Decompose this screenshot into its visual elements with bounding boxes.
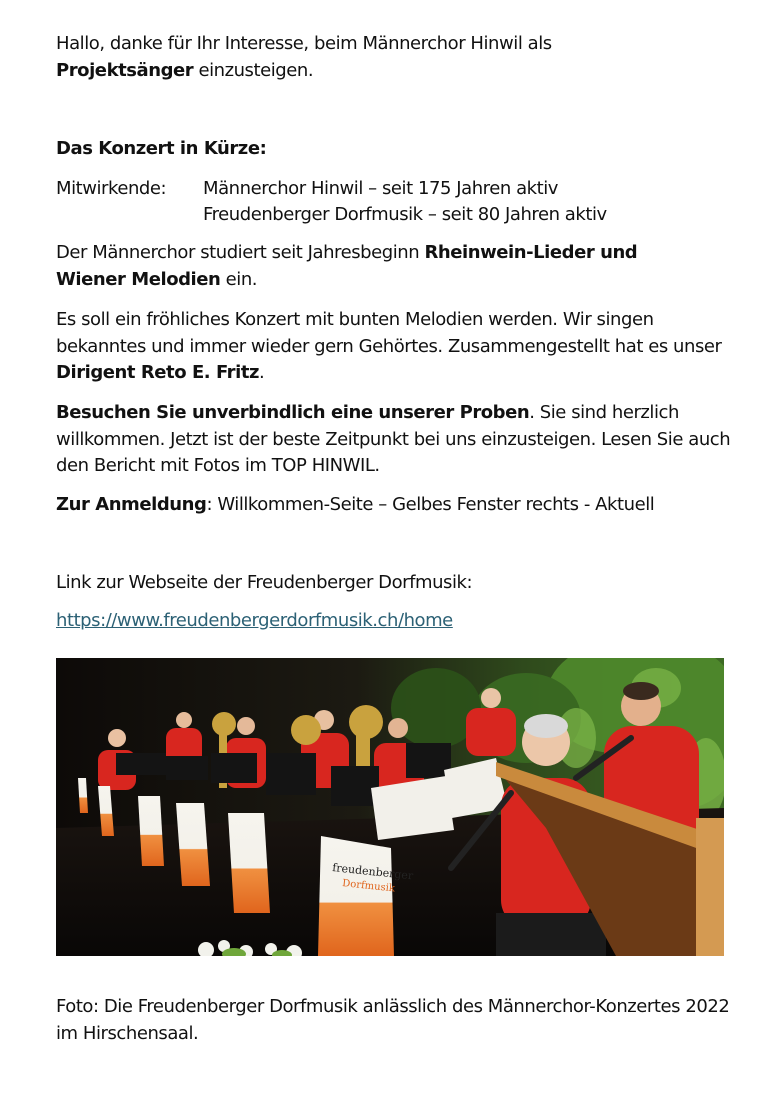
paragraph-repertoire: Der Männerchor studiert seit Jahresbeginn Rheinwein-Lieder und Wiener Melodien ein. <box>56 242 638 290</box>
section-heading: Das Konzert in Kürze: <box>56 138 267 159</box>
intro-bold: Projektsänger <box>56 59 194 81</box>
link-intro: Link zur Webseite der Freudenberger Dorfmusik: <box>56 572 473 593</box>
banner-text-2: Dorfmusik <box>341 878 396 895</box>
banner-text-1: freudenberger <box>331 861 414 883</box>
website-link[interactable]: https://www.freudenbergerdorfmusik.ch/home <box>56 610 453 631</box>
paragraph-concert: Es soll ein fröhliches Konzert mit bunten Melodien werden. Wir singen bekanntes und immer wieder gern Gehörtes. Zusammengestellt hat es unser Dirigent Reto E. Fritz. <box>56 309 722 383</box>
concert-photo <box>56 658 724 956</box>
intro-text: Hallo, danke für Ihr Interesse, beim Männerchor Hinwil als <box>56 33 552 54</box>
paragraph-rehearsal: Besuchen Sie unverbindlich eine unserer Proben. Sie sind herzlich willkommen. Jetzt ist der beste Zeitpunkt bei uns einzusteigen. Lesen Sie auch den Bericht mit Fotos im TOP HINWIL. <box>56 402 731 476</box>
paragraph-registration: Zur Anmeldung: Willkommen-Seite – Gelbes Fenster rechts - Aktuell <box>56 494 655 515</box>
participant-2: Freudenberger Dorfmusik – seit 80 Jahren aktiv <box>203 204 607 225</box>
participant-1: Männerchor Hinwil – seit 175 Jahren aktiv <box>203 178 558 199</box>
photo-caption: Foto: Die Freudenberger Dorfmusik anlässlich des Männerchor-Konzertes 2022 im Hirschensaal. <box>56 996 730 1044</box>
participants-label: Mitwirkende: <box>56 178 167 199</box>
intro-paragraph <box>56 31 736 84</box>
intro-rest: einzusteigen. <box>193 59 314 81</box>
